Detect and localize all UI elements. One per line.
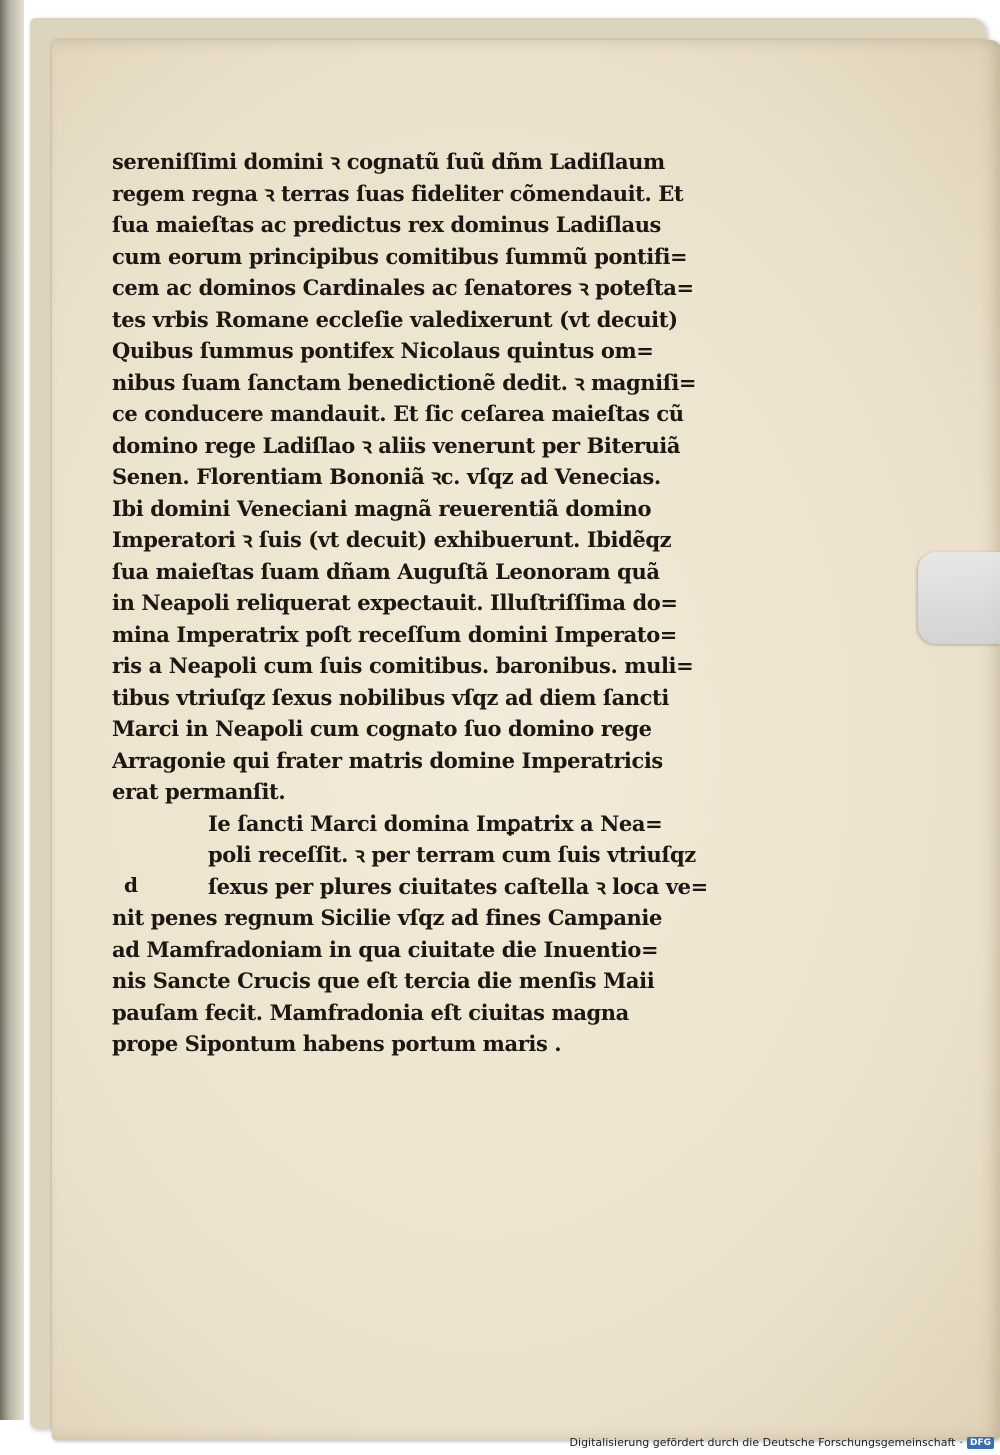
indented-text-line: Ie ſancti Marci domina Imꝑatrix a Nea= [208,810,663,836]
credit-text: Digitalisierung gefördert durch die Deutsche Forschungsgemeinschaft [569,1436,956,1449]
text-line: nit penes regnum Sicilie vſqz ad fines Campanie [112,905,662,930]
dfg-logo-icon: DFG [967,1437,994,1449]
text-line: regem regna ꝛ terras ſuas fideliter cõmendauit. Et [112,180,684,206]
text-line: Senen. Florentiam Bononiã ꝛc. vſqz ad Venecias. [112,464,661,489]
indented-text-line: ſexus per plures ciuitates caſtella ꝛ loca ve= [208,873,708,899]
indented-text-line: poli receſſit. ꝛ per terram cum ſuis vtriuſqz [208,842,696,867]
guide-letter-initial: d [124,873,138,897]
text-line: Imperatori ꝛ ſuis (vt decuit) exhibuerunt. Ibidẽqz [112,527,672,552]
text-line: nis Sancte Crucis que eſt tercia die menſis Maii [112,968,655,993]
text-line: Ibi domini Veneciani magnã reuerentiã domino [112,495,652,521]
main-text-block [112,146,772,1060]
text-line: ce conducere mandauit. Et ſic ceſarea maieſtas cũ [112,401,684,426]
text-line: cum eorum principibus comitibus ſummũ pontifi= [112,243,688,269]
text-line: prope Sipontum habens portum maris . [112,1031,562,1056]
text-line: ſua maieſtas ſuam dñam Auguſtã Leonoram quã [112,558,660,584]
text-line: ſua maieſtas ac predictus rex dominus Ladiſlaus [112,212,661,237]
text-line: Arragonie qui frater matris domine Imperatricis [112,747,663,773]
text-line: erat permanſit. [112,779,286,804]
text-line: ad Mamfradoniam in qua ciuitate die Inuentio= [112,936,659,962]
text-line: ris a Neapoli cum ſuis comitibus. baronibus. muli= [112,653,694,678]
text-line: Quibus ſummus pontifex Nicolaus quintus om= [112,338,654,363]
book-spine-edge [0,0,24,1420]
text-line: in Neapoli reliquerat expectauit. Illuſtriſſima do= [112,590,678,615]
digitization-credit: Digitalisierung gefördert durch die Deutsche Forschungsgemeinschaft · DFG [570,1436,994,1449]
text-line: tibus vtriuſqz ſexus nobilibus vſqz ad diem ſancti [112,684,669,710]
text-line: pauſam fecit. Mamfradonia eſt ciuitas magna [112,999,629,1025]
text-line: domino rege Ladiſlao ꝛ aliis venerunt per Biteruiã [112,432,681,458]
text-line: cem ac dominos Cardinales ac ſenatores ꝛ poteſta= [112,275,694,300]
text-line: Marci in Neapoli cum cognato ſuo domino rege [112,716,652,741]
text-line: mina Imperatrix poſt receſſum domini Imperato= [112,621,677,647]
text-line: tes vrbis Romane eccleſie valedixerunt (vt decuit) [112,306,678,332]
text-line: sereniſſimi domini ꝛ cognatũ ſuũ dñm Ladiſlaum [112,149,665,174]
text-line: nibus ſuam ſanctam benedictionẽ dedit. ꝛ magniſi= [112,369,697,395]
page-clip [918,552,1000,644]
